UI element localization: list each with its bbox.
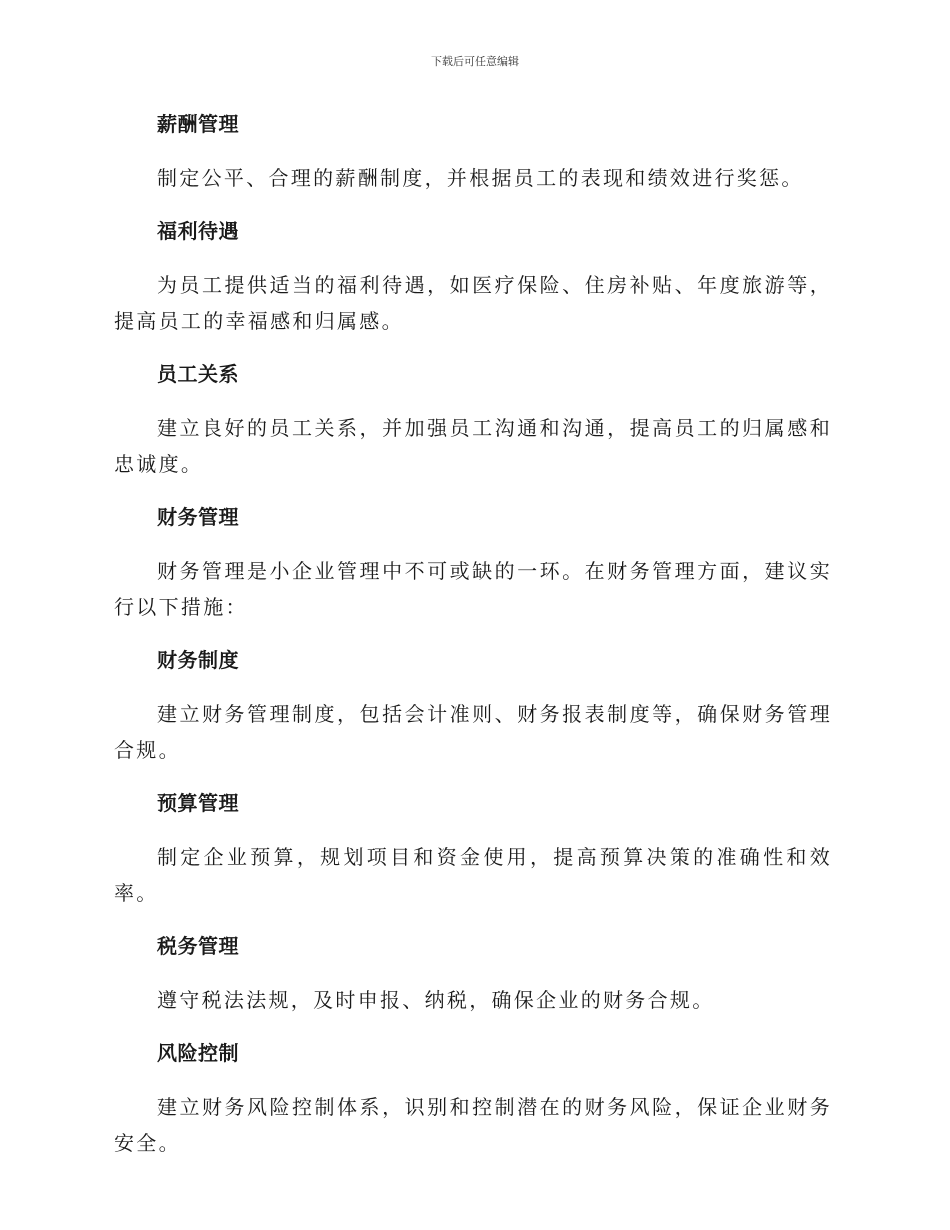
section-financial-system bbox=[114, 642, 832, 768]
section-heading: 薪酬管理 bbox=[157, 112, 239, 136]
section-paragraph: 遵守税法法规，及时申报、纳税，确保企业的财务合规。 bbox=[157, 988, 715, 1012]
section-paragraph: 建立财务风险控制体系，识别和控制潜在的财务风险，保证企业财务安全。 bbox=[114, 1095, 832, 1155]
section-heading: 财务制度 bbox=[157, 648, 239, 672]
section-heading: 预算管理 bbox=[157, 791, 239, 815]
section-paragraph: 为员工提供适当的福利待遇，如医疗保险、住房补贴、年度旅游等，提高员工的幸福感和归属感。 bbox=[114, 273, 832, 333]
section-heading: 员工关系 bbox=[157, 362, 239, 386]
section-risk-control bbox=[114, 1035, 832, 1161]
section-paragraph: 制定企业预算，规划项目和资金使用，提高预算决策的准确性和效率。 bbox=[114, 845, 832, 905]
section-tax-management bbox=[114, 928, 832, 1018]
page-header-note: 下载后可任意编辑 bbox=[431, 55, 519, 68]
section-paragraph: 制定公平、合理的薪酬制度，并根据员工的表现和绩效进行奖惩。 bbox=[157, 166, 804, 190]
section-financial-management bbox=[114, 499, 832, 625]
section-heading: 福利待遇 bbox=[157, 219, 239, 243]
section-salary-management bbox=[114, 106, 832, 196]
section-paragraph: 财务管理是小企业管理中不可或缺的一环。在财务管理方面，建议实行以下措施： bbox=[114, 559, 832, 619]
section-paragraph: 建立良好的员工关系，并加强员工沟通和沟通，提高员工的归属感和忠诚度。 bbox=[114, 416, 832, 476]
section-employee-relations bbox=[114, 356, 832, 482]
section-heading: 税务管理 bbox=[157, 934, 239, 958]
section-heading: 风险控制 bbox=[157, 1041, 239, 1065]
section-paragraph: 建立财务管理制度，包括会计准则、财务报表制度等，确保财务管理合规。 bbox=[114, 702, 832, 762]
section-welfare-benefits bbox=[114, 213, 832, 339]
document-body bbox=[114, 106, 832, 1178]
section-budget-management bbox=[114, 785, 832, 911]
section-heading: 财务管理 bbox=[157, 505, 239, 529]
